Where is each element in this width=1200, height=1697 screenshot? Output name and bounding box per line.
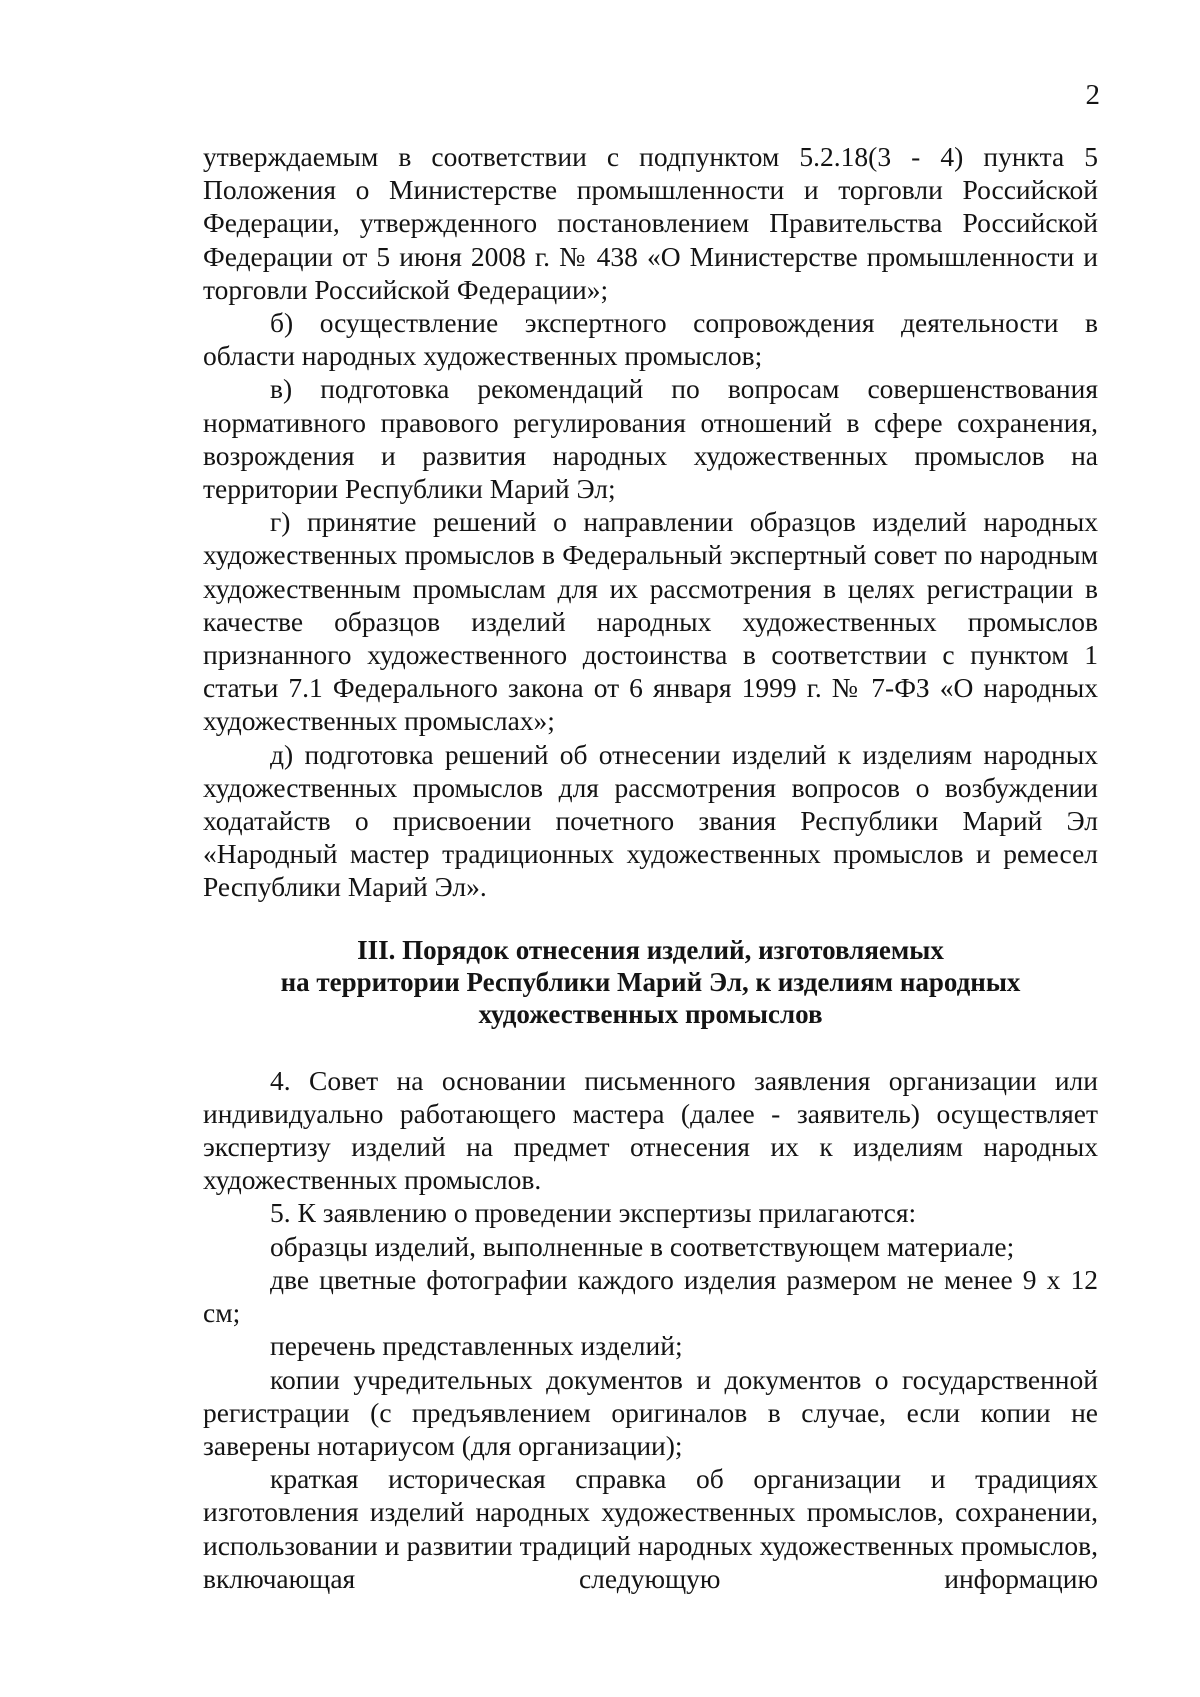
page-number: 2: [1085, 79, 1100, 111]
paragraph-item-g: г) принятие решений о направлении образцов изделий народных художественных промыслов в Федеральный экспертный совет по народным художественным промыслам для их рассмотрения в целях регистрации в качестве образцов изделий народных художественных промыслов признанного художественного достоинства в соответствии с пунктом 1 статьи 7.1 Федерального закона от 6 января 1999 г. № 7-ФЗ «О народных художественных промыслах»;: [203, 506, 1098, 737]
paragraph-4: 4. Совет на основании письменного заявления организации или индивидуально работающего мастера (далее - заявитель) осуществляет экспертизу изделий на предмет отнесения их к изделиям народных художественных промыслов.: [203, 1064, 1098, 1196]
section-heading: [203, 934, 1098, 1030]
section-heading-line: художественных промыслов: [478, 998, 823, 1029]
paragraph-item-d: д) подготовка решений об отнесении изделий к изделиям народных художественных промыслов для рассмотрения вопросов о возбуждении ходатайств о присвоении почетного звания Республики Марий Эл «Народный мастер традиционных художественных промыслов и ремесел Республики Марий Эл».: [203, 738, 1098, 903]
document-body: [203, 140, 1098, 1595]
paragraph-continuation: утверждаемым в соответствии с подпунктом 5.2.18(3 - 4) пункта 5 Положения о Министерстве промышленности и торговли Российской Федерации, утвержденного постановлением Правительства Российской Федерации от 5 июня 2008 г. № 438 «О Министерстве промышленности и торговли Российской Федерации»;: [203, 141, 1098, 305]
paragraph-5: 5. К заявлению о проведении экспертизы прилагаются:: [270, 1197, 917, 1229]
section-gap: [203, 1030, 1098, 1064]
section-heading-line: на территории Республики Марий Эл, к изделиям народных: [280, 966, 1021, 997]
paragraph-item-b: б) осуществление экспертного сопровождения деятельности в области народных художественных промыслов;: [203, 307, 1098, 372]
section-heading-line: III. Порядок отнесения изделий, изготовляемых: [357, 934, 944, 965]
paragraph-item-v: в) подготовка рекомендаций по вопросам совершенствования нормативного правового регулирования отношений в сфере сохранения, возрождения и развития народных художественных промыслов на территории Республики Марий Эл;: [203, 373, 1098, 505]
list-item-copies: копии учредительных документов и документов о государственной регистрации (с предъявлением оригиналов в случае, если копии не заверены нотариусом (для организации);: [203, 1363, 1098, 1461]
list-item-photos: две цветные фотографии каждого изделия размером не менее 9 х 12 см;: [203, 1263, 1098, 1329]
list-item-inventory: перечень представленных изделий;: [270, 1330, 683, 1362]
list-item-samples: образцы изделий, выполненные в соответствующем материале;: [270, 1230, 1015, 1262]
list-item-history: краткая историческая справка об организации и традициях изготовления изделий народных художественных промыслов, сохранении, использовании и развитии традиций народных художественных промыслов, включающая следующую информацию: [203, 1463, 1098, 1594]
